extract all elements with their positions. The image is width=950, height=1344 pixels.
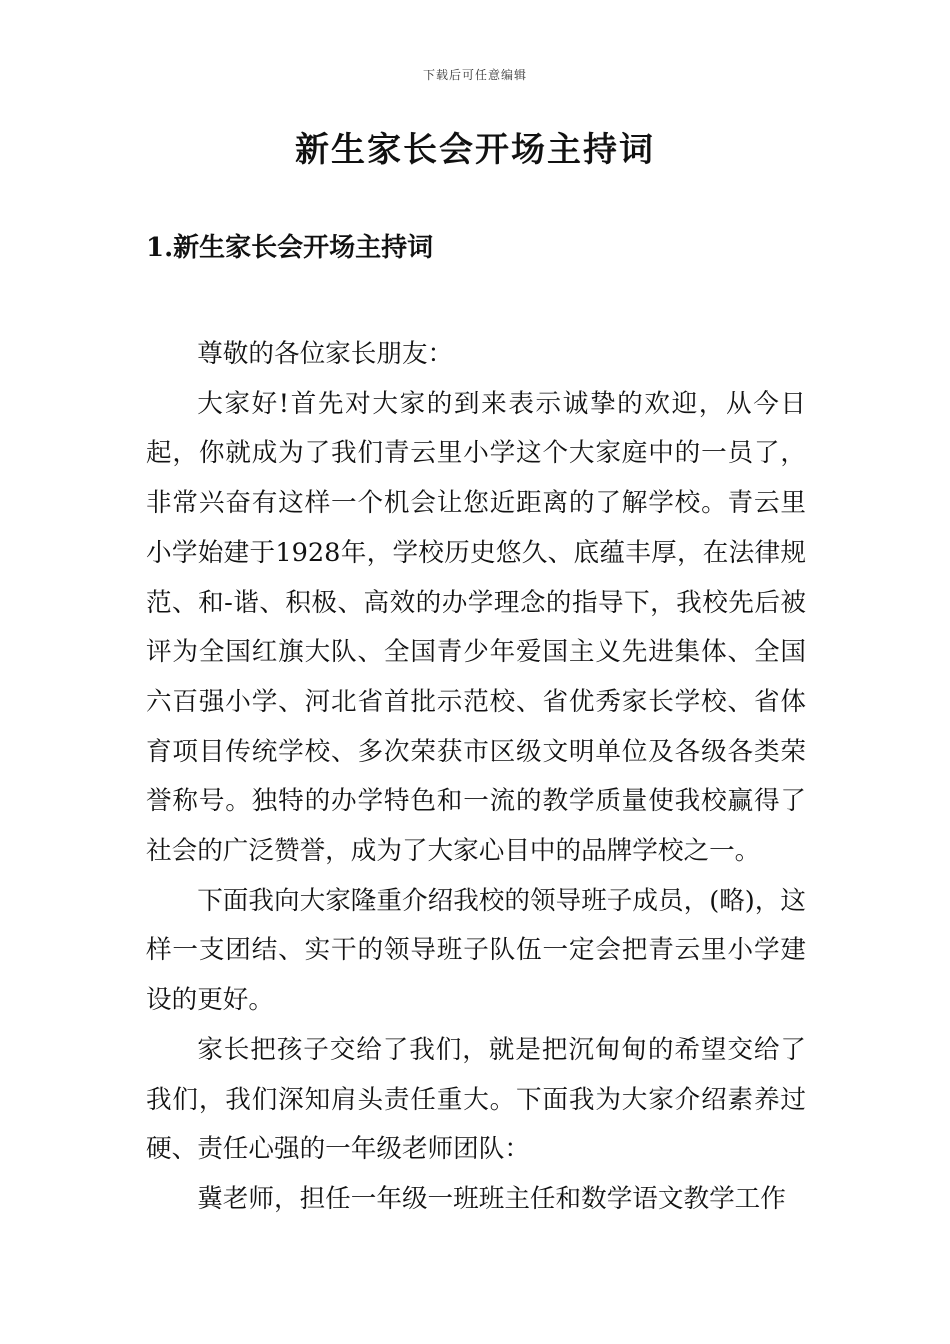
document-title: 新生家长会开场主持词	[295, 130, 655, 170]
paragraph-teacher-ji: 冀老师，担任一年级一班班主任和数学语文教学工作	[197, 1183, 786, 1214]
paragraph-salutation: 尊敬的各位家长朋友：	[197, 339, 454, 369]
section-heading: 1.新生家长会开场主持词	[146, 233, 434, 263]
document-body	[146, 330, 806, 1225]
paragraph-leadership-introduction: 下面我向大家隆重介绍我校的领导班子成员，(略)，这样一支团结、实干的领导班子队伍一定会把青云里小学建设的更好。	[146, 885, 806, 1016]
paragraph-teacher-team: 家长把孩子交给了我们，就是把沉甸甸的希望交给了我们，我们深知肩头责任重大。下面我为大家介绍素养过硬、责任心强的一年级老师团队：	[146, 1034, 806, 1165]
paragraph-school-introduction: 大家好!首先对大家的到来表示诚挚的欢迎，从今日起，你就成为了我们青云里小学这个大家庭中的一员了，非常兴奋有这样一个机会让您近距离的了解学校。青云里小学始建于1928年，学校历史悠久、底蕴丰厚，在法律规范、和-谐、积极、高效的办学理念的指导下，我校先后被评为全国红旗大队、全国青少年爱国主义先进集体、全国六百强小学、河北省首批示范校、省优秀家长学校、省体育项目传统学校、多次荣获市区级文明单位及各级各类荣誉称号。独特的办学特色和一流的教学质量使我校赢得了社会的广泛赞誉，成为了大家心目中的品牌学校之一。	[146, 388, 806, 867]
header-note: 下载后可任意编辑	[422, 68, 527, 82]
